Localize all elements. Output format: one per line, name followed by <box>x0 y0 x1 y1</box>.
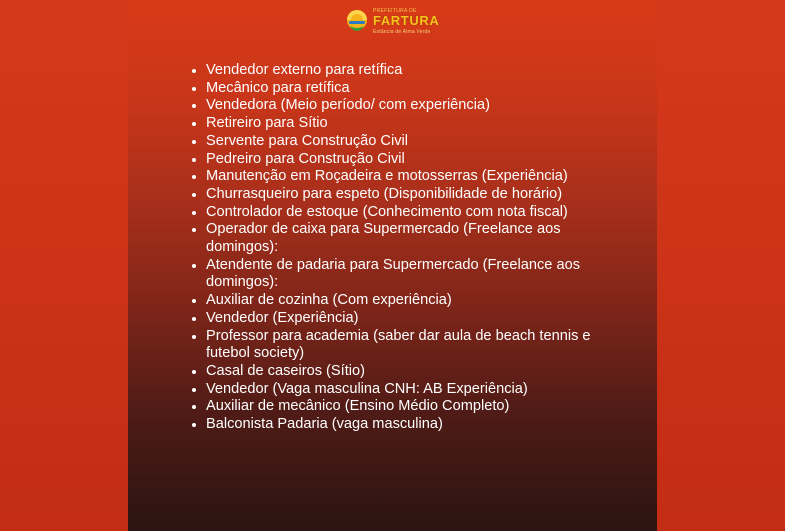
job-item: • Vendedor (Experiência) <box>206 310 626 328</box>
sun-emblem-icon <box>343 7 371 35</box>
job-item: • Churrasqueiro para espeto (Disponibilidade de horário) <box>206 186 626 204</box>
city-logo <box>343 7 443 37</box>
background-right <box>657 0 785 531</box>
job-item: • Pedreiro para Construção Civil <box>206 151 626 169</box>
job-item: • Casal de caseiros (Sítio) <box>206 363 626 381</box>
job-item: • Mecânico para retífica <box>206 80 626 98</box>
job-item: • Vendedor externo para retífica <box>206 62 626 80</box>
job-item: • Atendente de padaria para Supermercado (Freelance aos domingos): <box>206 257 626 292</box>
logo-slogan: Estância de Alma Verde <box>373 29 431 35</box>
job-item: • Operador de caixa para Supermercado (Freelance aos domingos): <box>206 221 626 256</box>
job-item: • Vendedora (Meio período/ com experiência) <box>206 97 626 115</box>
job-item: • Professor para academia (saber dar aula de beach tennis e futebol society) <box>206 328 626 363</box>
job-item: • Auxiliar de mecânico (Ensino Médio Completo) <box>206 398 626 416</box>
job-item: • Manutenção em Roçadeira e motosserras (Experiência) <box>206 168 626 186</box>
logo-city-name: FARTURA <box>373 13 440 28</box>
job-item: • Balconista Padaria (vaga masculina) <box>206 416 626 434</box>
job-item: • Auxiliar de cozinha (Com experiência) <box>206 292 626 310</box>
job-item: • Servente para Construção Civil <box>206 133 626 151</box>
job-openings-list <box>190 62 626 434</box>
job-item: • Controlador de estoque (Conhecimento com nota fiscal) <box>206 204 626 222</box>
background-left <box>0 0 128 531</box>
logo-top-text: PREFEITURA DE <box>373 8 417 14</box>
job-item: • Vendedor (Vaga masculina CNH: AB Experiência) <box>206 381 626 399</box>
job-item: • Retireiro para Sítio <box>206 115 626 133</box>
